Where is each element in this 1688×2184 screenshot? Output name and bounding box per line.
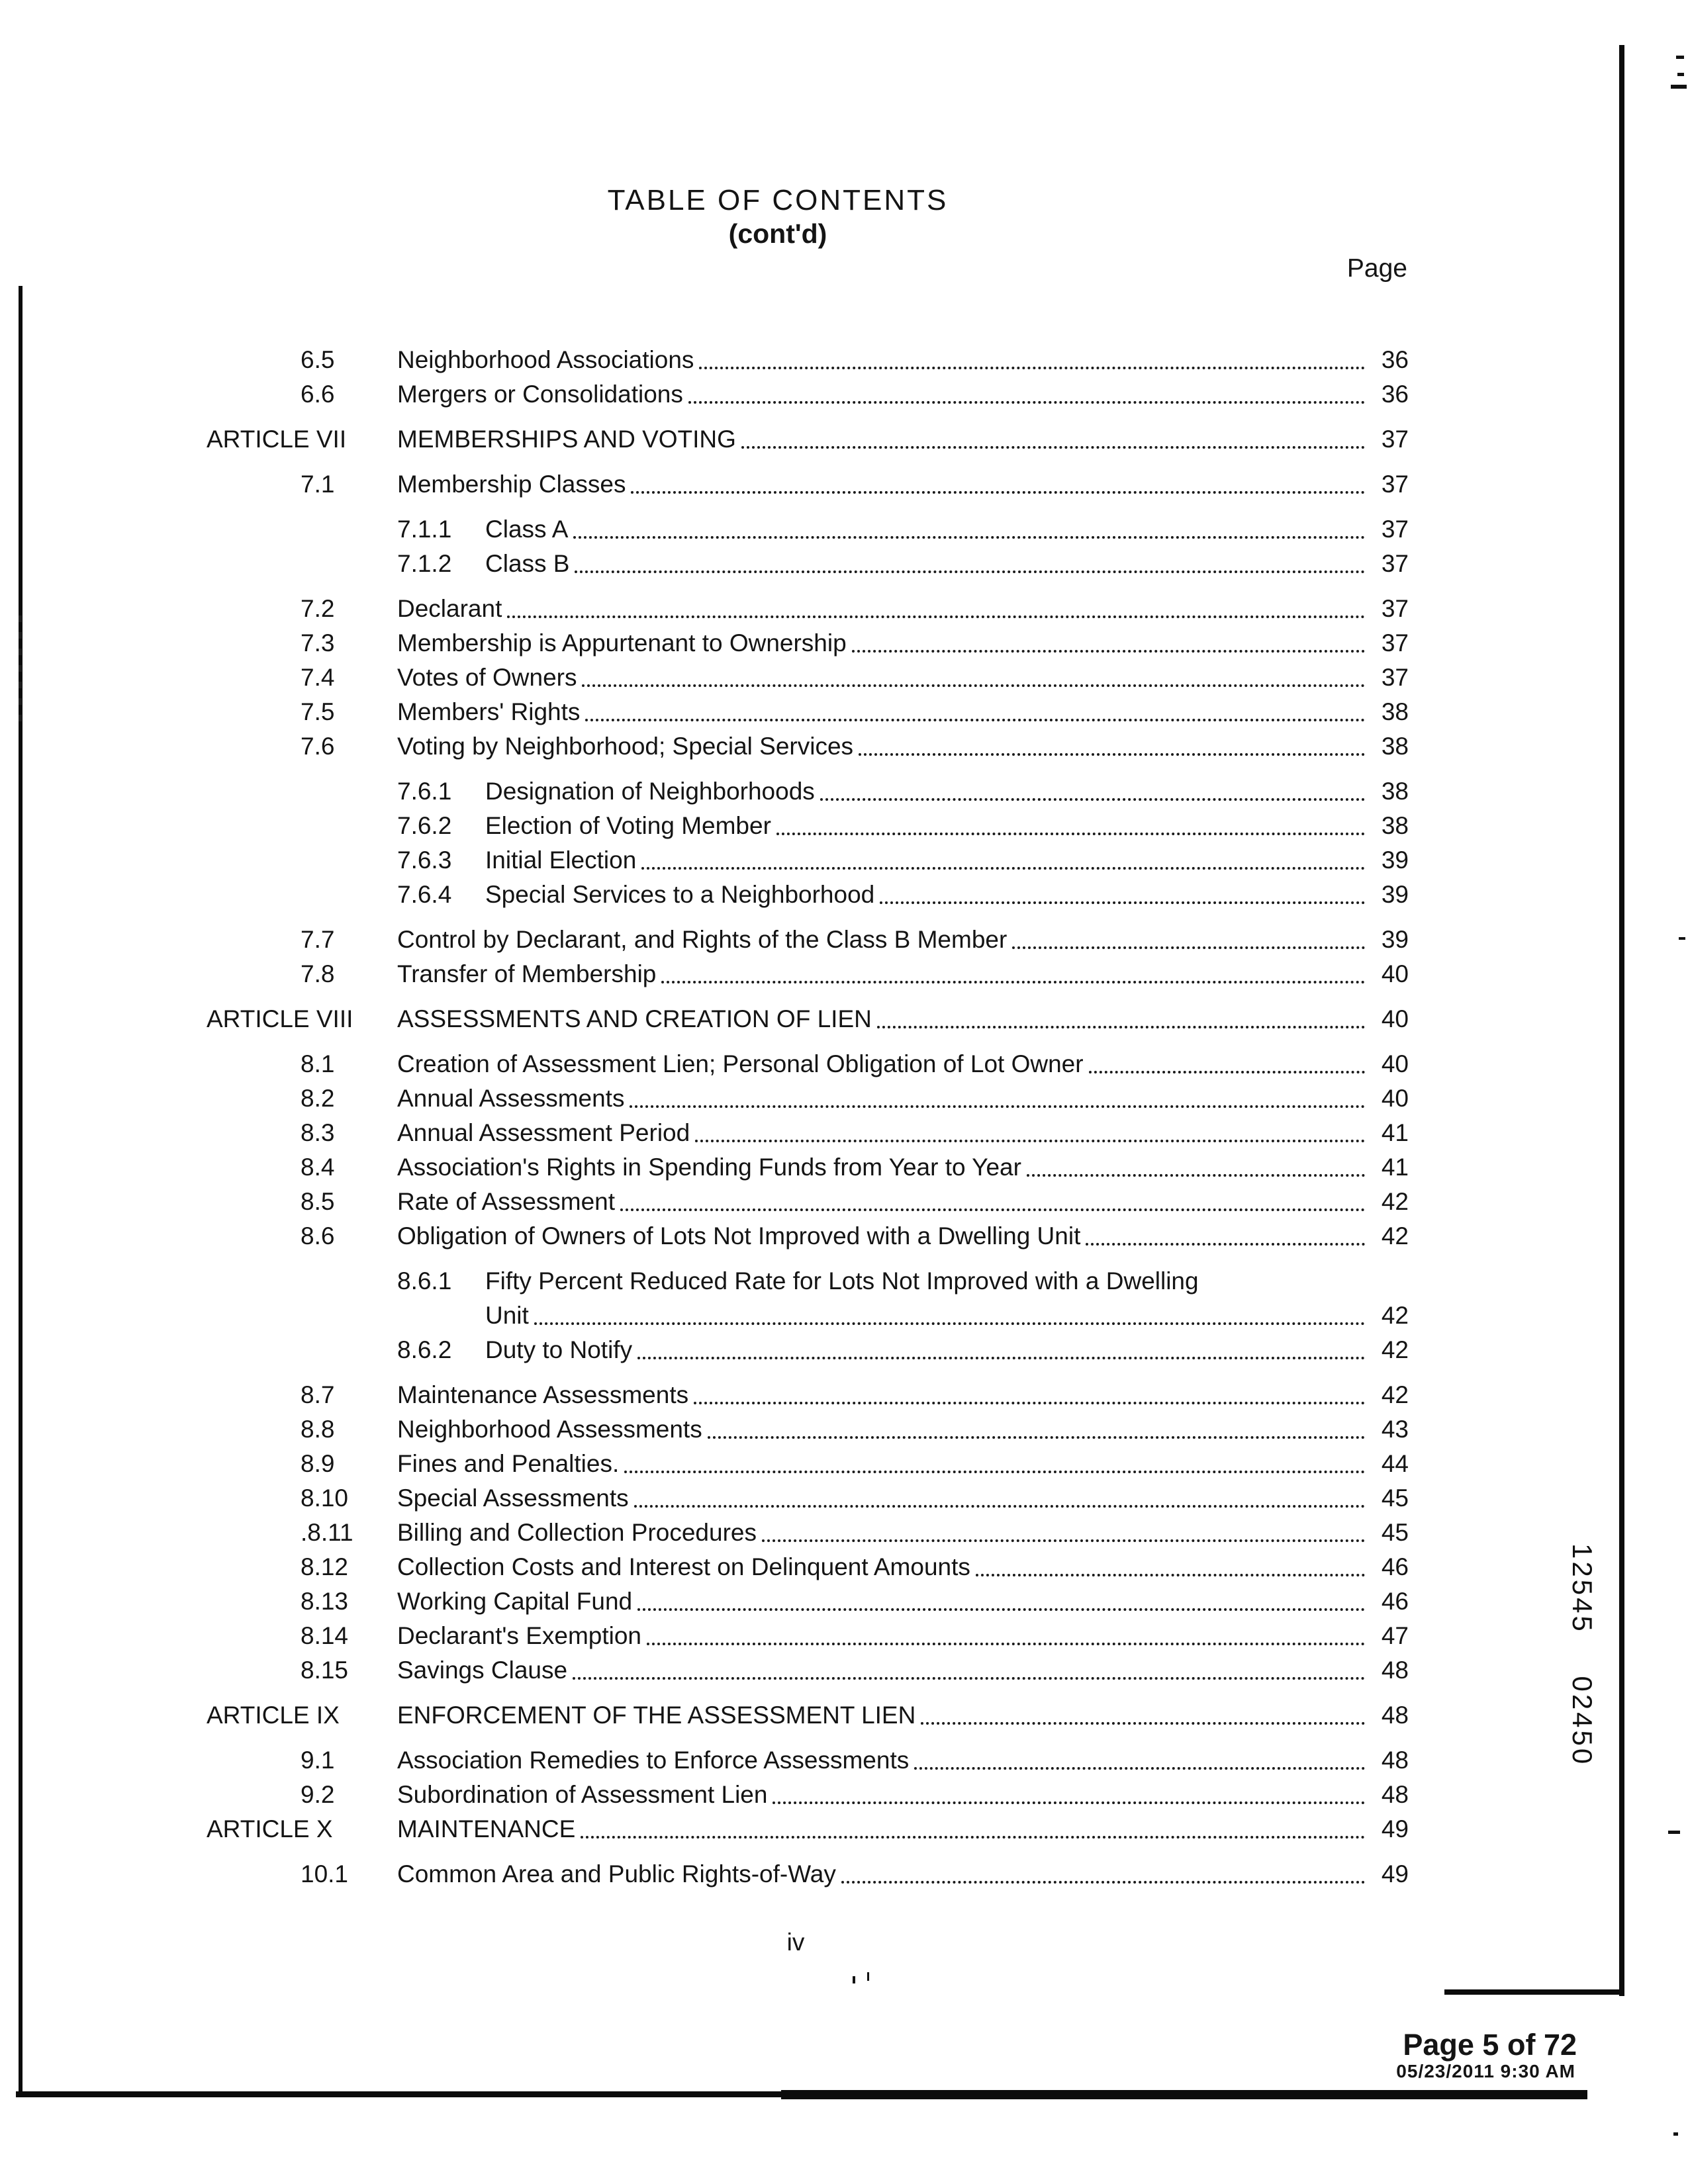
toc-entry [207,923,1409,957]
toc-entry [207,878,1409,912]
toc-entry-number: 7.6.3 [397,846,452,874]
toc-entry-number: 10.1 [301,1860,349,1888]
toc-entry-page: 48 [1381,1747,1409,1774]
toc-entry [207,1778,1409,1812]
toc-entry-page: 48 [1381,1702,1409,1729]
toc-entry-title: Transfer of Membership [397,960,657,987]
scan-artifact [867,1972,869,1981]
toc-entry [207,1550,1409,1584]
toc-entry [207,1812,1409,1846]
toc-entry-title: Membership is Appurtenant to Ownership [397,629,847,657]
scan-artifact [1668,1831,1680,1834]
dot-leader [631,491,1365,494]
toc-entry-number: 8.2 [301,1085,335,1112]
toc-entry-page: 47 [1381,1622,1409,1649]
scan-artifact [1677,73,1684,76]
dot-leader [582,684,1365,687]
toc-entry [207,1298,1409,1333]
scan-artifact [853,1976,855,1983]
toc-entry-number: 7.1.1 [397,516,452,543]
toc-entry-number: 7.6 [301,733,335,760]
toc-entry-title: Designation of Neighborhoods [485,778,815,805]
toc-entry-title: Membership Classes [397,471,626,498]
dot-leader [581,1836,1365,1839]
dot-leader [914,1767,1365,1770]
toc-entry-title: Declarant's Exemption [397,1622,642,1649]
toc-entry-number: 7.7 [301,926,335,953]
toc-entry [207,1516,1409,1550]
toc-entry-page: 43 [1381,1416,1409,1443]
dot-leader [641,867,1365,870]
scan-edge-right [1619,45,1624,1996]
toc-entry-title: Declarant [397,595,502,622]
toc-entry-page: 44 [1381,1450,1409,1477]
dot-leader [534,1322,1365,1325]
toc-entry [207,422,1409,457]
toc-entry [207,1264,1409,1298]
toc-entry [207,343,1409,377]
scan-artifact [1679,937,1685,940]
dot-leader [859,753,1365,756]
toc-entry-number: ARTICLE IX [207,1702,340,1729]
toc-entry-title: Mergers or Consolidations [397,381,683,408]
toc-entry-title: Neighborhood Assessments [397,1416,702,1443]
recording-stamp-number: 12545 02450 [1567,1543,1598,1767]
toc-entry-page: 37 [1381,550,1409,577]
toc-entry-title: Creation of Assessment Lien; Personal Obligation of Lot Owner [397,1050,1084,1077]
toc-entry [207,1378,1409,1412]
dot-leader [647,1643,1365,1645]
toc-entry [207,774,1409,809]
toc-entry-page: 37 [1381,664,1409,691]
toc-entry-number: ARTICLE VIII [207,1005,353,1032]
toc-entry-title: ENFORCEMENT OF THE ASSESSMENT LIEN [397,1702,916,1729]
toc-entry-number: 8.4 [301,1154,335,1181]
toc-entry-number: 6.6 [301,381,335,408]
dot-leader [762,1539,1365,1542]
toc-entry-number: 7.3 [301,629,335,657]
fax-stamp-page-count: Page 5 of 72 [1403,2028,1577,2062]
toc-entry-title: Control by Declarant, and Rights of the Class B Member [397,926,1008,953]
toc-entry [207,1698,1409,1733]
toc-entry-number: 8.5 [301,1188,335,1215]
toc-entry-number: 9.2 [301,1781,335,1808]
dot-leader [699,367,1365,369]
toc-entry-number: 9.1 [301,1747,335,1774]
toc-entry-title: Election of Voting Member [485,812,771,839]
toc-entry-number: 8.10 [301,1484,349,1512]
toc-entry-title: Class A [485,516,569,543]
toc-entry-page: 40 [1381,1050,1409,1077]
dot-leader [695,1140,1365,1142]
toc-entry-page: 42 [1381,1188,1409,1215]
toc-entry [207,1857,1409,1891]
toc-entry-page: 48 [1381,1781,1409,1808]
toc-entry-page: 42 [1381,1222,1409,1250]
toc-entry-page: 40 [1381,1085,1409,1112]
toc-entry-number: 8.3 [301,1119,335,1146]
page-number-roman: iv [786,1929,805,1956]
toc-entry-title: Association's Rights in Spending Funds from Year to Year [397,1154,1021,1181]
toc-entry-title: Votes of Owners [397,664,577,691]
toc-entry-title: Working Capital Fund [397,1588,633,1615]
toc-entry-number: 7.5 [301,698,335,725]
toc-entry [207,843,1409,878]
scan-edge-bottom-thick [781,2090,1587,2099]
toc-entry [207,729,1409,764]
toc-entry-title: Savings Clause [397,1657,568,1684]
dot-leader [841,1881,1365,1884]
dot-leader [624,1471,1365,1473]
toc-entry-title: MAINTENANCE [397,1815,576,1843]
dot-leader [634,1505,1365,1508]
dot-leader [620,1208,1365,1211]
toc-entry [207,1219,1409,1253]
toc-entry [207,1584,1409,1619]
toc-entry-number: 8.1 [301,1050,335,1077]
toc-entry-page: 38 [1381,812,1409,839]
dot-leader [573,1677,1365,1680]
dot-leader [507,615,1365,618]
toc-entry-page: 39 [1381,846,1409,874]
dot-leader [880,901,1365,904]
toc-entry [207,1116,1409,1150]
toc-entry-title: Fines and Penalties. [397,1450,620,1477]
toc-entry-page: 46 [1381,1553,1409,1580]
fax-stamp-datetime: 05/23/2011 9:30 AM [1396,2061,1575,2081]
toc-entry-page: 37 [1381,595,1409,622]
toc-entry-number: 7.2 [301,595,335,622]
toc-entry-number: 6.5 [301,346,335,373]
dot-leader [741,446,1365,449]
toc-entry-title: MEMBERSHIPS AND VOTING [397,426,736,453]
toc-entry-title: Special Assessments [397,1484,629,1512]
toc-entry-page: 49 [1381,1815,1409,1843]
toc-entry [207,547,1409,581]
dot-leader [852,650,1365,653]
toc-entry [207,1081,1409,1116]
dot-leader [661,981,1365,983]
toc-entry [207,377,1409,412]
toc-entry-title: Neighborhood Associations [397,346,694,373]
toc-entry [207,592,1409,626]
toc-entry-page: 36 [1381,346,1409,373]
toc-entry [207,660,1409,695]
toc-entry-title: Class B [485,550,570,577]
toc-entry-title: ASSESSMENTS AND CREATION OF LIEN [397,1005,872,1032]
toc-entry-page: 38 [1381,733,1409,760]
dot-leader [630,1105,1365,1108]
dot-leader [637,1357,1365,1359]
dot-leader [1086,1243,1365,1246]
toc-entry-title: Maintenance Assessments [397,1381,689,1408]
toc-entry-number: 7.8 [301,960,335,987]
toc-entry-number: 8.6.1 [397,1267,452,1295]
toc-entry-title: Members' Rights [397,698,581,725]
toc-entry-title: Obligation of Owners of Lots Not Improved with a Dwelling Unit [397,1222,1081,1250]
toc-entry-page: 37 [1381,426,1409,453]
dot-leader [877,1026,1365,1028]
page-subtitle: (cont'd) [728,218,827,249]
toc-entry-number: 7.6.1 [397,778,452,805]
toc-entry-title: Special Services to a Neighborhood [485,881,875,908]
toc-entry-page: 39 [1381,881,1409,908]
toc-entry [207,1185,1409,1219]
toc-entry-page: 40 [1381,1005,1409,1032]
toc-entry [207,1150,1409,1185]
toc-entry-title: Annual Assessments [397,1085,625,1112]
toc-entry-number: 8.12 [301,1553,349,1580]
toc-entry-page: 40 [1381,960,1409,987]
dot-leader [1027,1174,1365,1177]
toc-entry-page: 37 [1381,471,1409,498]
scan-artifact [1671,85,1687,89]
toc-entry-title: Initial Election [485,846,637,874]
scan-artifact [1673,2132,1678,2136]
toc-entry-title: Fifty Percent Reduced Rate for Lots Not Improved with a Dwelling [485,1267,1199,1295]
dot-leader [573,536,1365,539]
toc-entry [207,1743,1409,1778]
toc-entry [207,1047,1409,1081]
toc-entry-title: Rate of Assessment [397,1188,616,1215]
toc-entry-title: Collection Costs and Interest on Delinquent Amounts [397,1553,970,1580]
toc-entry-page: 48 [1381,1657,1409,1684]
toc-entry [207,1333,1409,1367]
toc-entry-number: 8.8 [301,1416,335,1443]
dot-leader [1012,946,1365,949]
toc-entry [207,1412,1409,1447]
dot-leader [773,1801,1365,1804]
toc-entry-page: 37 [1381,516,1409,543]
toc-entry-title: Billing and Collection Procedures [397,1519,757,1546]
scan-artifact-margin-dots [19,615,22,729]
toc-entry-title: Voting by Neighborhood; Special Services [397,733,854,760]
toc-entry-number: 7.6.4 [397,881,452,908]
toc-entry [207,695,1409,729]
toc-entry-title: Subordination of Assessment Lien [397,1781,768,1808]
toc-entry-title: Annual Assessment Period [397,1119,690,1146]
toc-entry [207,809,1409,843]
toc-entry-page: 41 [1381,1119,1409,1146]
toc-entry-number: .8.11 [301,1519,353,1546]
toc-entry [207,626,1409,660]
dot-leader [688,401,1365,404]
toc-entry-title: Unit [485,1302,529,1329]
toc-entry [207,467,1409,502]
dot-leader [708,1436,1365,1439]
toc-entry-number: ARTICLE X [207,1815,333,1843]
toc-entry-page: 38 [1381,778,1409,805]
toc-entry-page: 42 [1381,1381,1409,1408]
toc-entry-number: 8.7 [301,1381,335,1408]
toc-entry [207,1619,1409,1653]
dot-leader [1089,1071,1365,1073]
toc-entry-page: 45 [1381,1519,1409,1546]
dot-leader [820,798,1365,801]
toc-entry-page: 42 [1381,1302,1409,1329]
toc-entry-number: 7.6.2 [397,812,452,839]
toc-entry-number: 8.15 [301,1657,349,1684]
toc-entry-page: 38 [1381,698,1409,725]
dot-leader [776,833,1365,835]
toc-entry-number: 7.1 [301,471,335,498]
toc-entry-page: 45 [1381,1484,1409,1512]
page-title: TABLE OF CONTENTS [607,184,949,216]
toc-entry-number: 8.14 [301,1622,349,1649]
toc-entry [207,512,1409,547]
toc-entry-page: 49 [1381,1860,1409,1888]
scan-edge-left [19,286,23,2095]
toc-entry-number: 8.9 [301,1450,335,1477]
dot-leader [637,1608,1365,1611]
toc-entry [207,1447,1409,1481]
toc-entry-title: Common Area and Public Rights-of-Way [397,1860,836,1888]
scan-edge-corner [1444,1989,1624,1995]
dot-leader [694,1402,1365,1404]
toc-entry-list [207,343,1409,1891]
toc-entry-number: 8.13 [301,1588,349,1615]
toc-entry-number: 7.4 [301,664,335,691]
toc-entry [207,1481,1409,1516]
toc-entry-number: ARTICLE VII [207,426,347,453]
toc-entry-page: 42 [1381,1336,1409,1363]
toc-content [207,0,1409,2184]
toc-entry-number: 8.6 [301,1222,335,1250]
dot-leader [575,570,1365,573]
toc-entry-number: 8.6.2 [397,1336,452,1363]
toc-entry [207,957,1409,991]
toc-entry-page: 39 [1381,926,1409,953]
toc-entry-page: 46 [1381,1588,1409,1615]
scan-artifact [1676,56,1684,59]
toc-entry-page: 37 [1381,629,1409,657]
toc-entry-page: 36 [1381,381,1409,408]
toc-entry-number: 7.1.2 [397,550,452,577]
toc-entry [207,1653,1409,1688]
dot-leader [976,1574,1365,1576]
toc-entry-title: Duty to Notify [485,1336,633,1363]
toc-entry-page: 41 [1381,1154,1409,1181]
toc-entry-title: Association Remedies to Enforce Assessments [397,1747,910,1774]
toc-entry [207,1002,1409,1036]
dot-leader [921,1722,1365,1725]
page-column-label: Page [1346,254,1407,283]
dot-leader [585,719,1365,721]
